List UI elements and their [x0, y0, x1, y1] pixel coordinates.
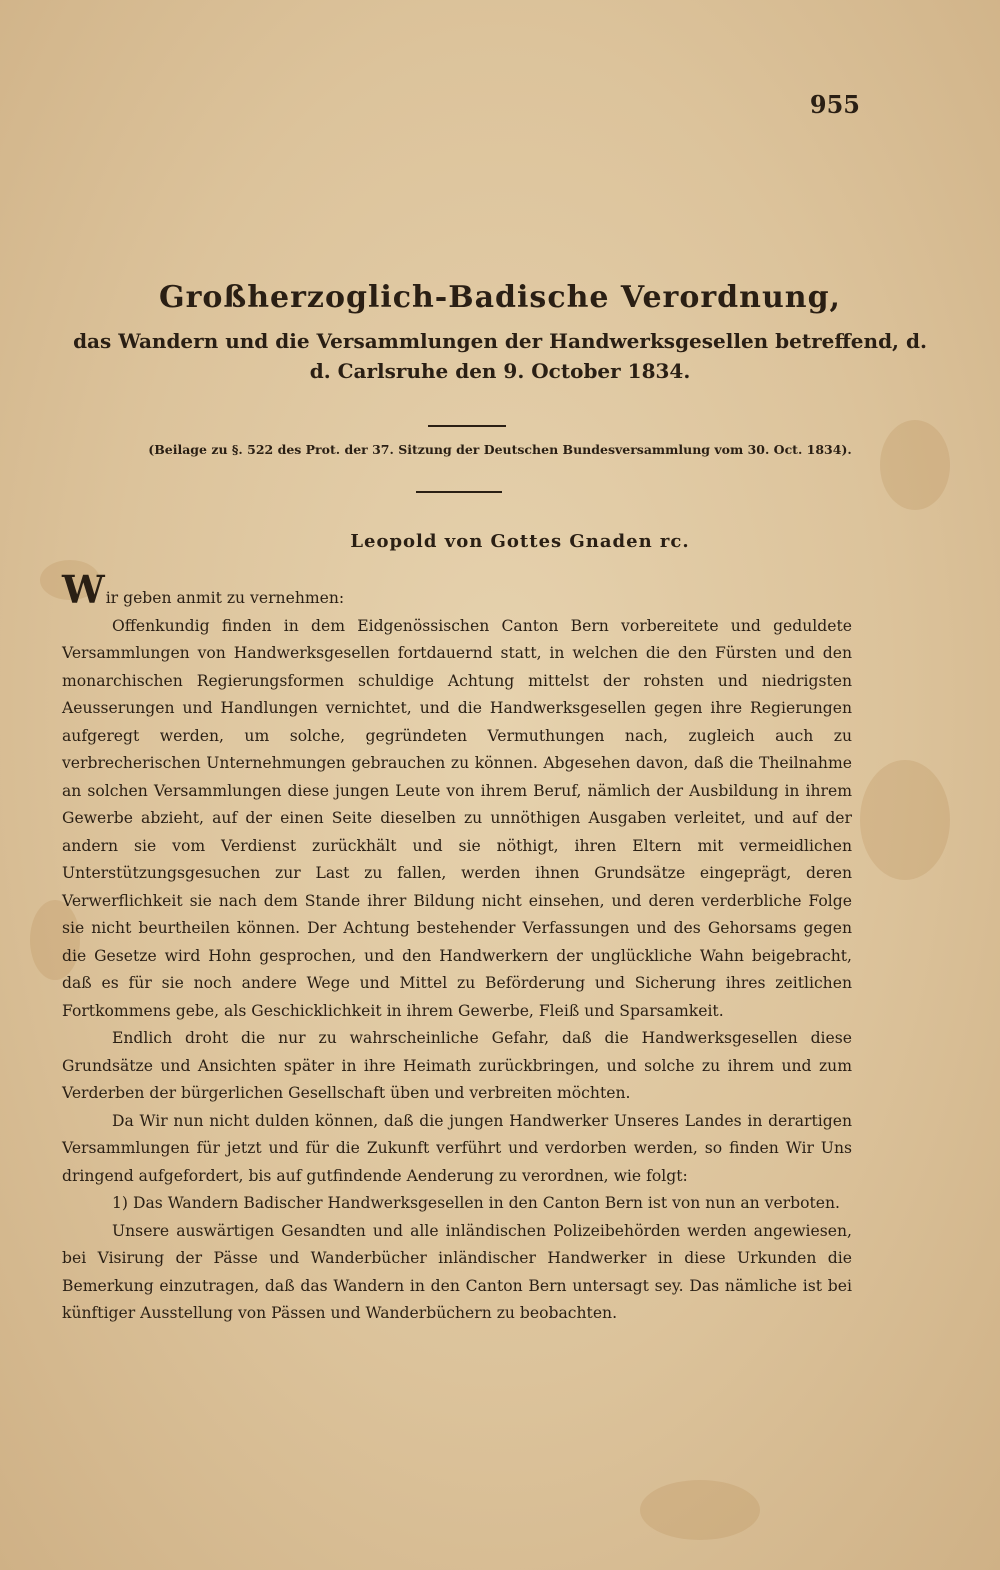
divider-rule: [416, 491, 502, 493]
opening-line: [62, 567, 852, 613]
supplement-note: (Beilage zu §. 522 des Prot. der 37. Sitzung der Deutschen Bundesversammlung vom 30. Oct. 1834).: [148, 442, 852, 457]
paper-stain: [860, 760, 950, 880]
paragraph: 1) Das Wandern Badischer Handwerksgesellen in den Canton Bern ist von nun an verboten.: [112, 1194, 841, 1212]
paragraph: Unsere auswärtigen Gesandten und alle inländischen Polizeibehörden werden angewiesen, bei Visirung der Pässe und Wanderbücher inländischer Handwerker in diese Urkunden die Bemerkung einzutragen, daß das Wandern in den Canton Bern untersagt sey. Das nämliche ist bei künftiger Ausstellung von Pässen und Wanderbüchern zu beobachten.: [62, 1221, 852, 1322]
divider-rule: [428, 425, 506, 427]
drop-cap: W: [62, 567, 105, 612]
document-subtitle: das Wandern und die Versammlungen der Handwerksgesellen betreffend, d. d. Carlsruhe den 9. October 1834.: [73, 329, 927, 383]
paragraph: Offenkundig finden in dem Eidgenössischen Canton Bern vorbereitete und geduldete Versammlungen von Handwerksgesellen fortdauernd statt, in welchen die den Fürsten und den monarchischen Regierungsformen schuldige Achtung mittelst der rohsten und niedrigsten Aeusserungen und Handlungen vernichtet, und die Handwerksgesellen gegen ihre Regierungen aufgeregt werden, um solche, gegründeten Vermuthungen nach, zugleich auch zu verbrecherischen Unternehmungen gebrauchen zu können. Abgesehen davon, daß die Theilnahme an solchen Versammlungen diese jungen Leute von ihrem Beruf, nämlich der Ausbildung in ihrem Gewerbe abzieht, auf der einen Seite dieselben zu unnöthigen Ausgaben verleitet, und auf der andern sie vom Verdienst zurückhält und sie nöthigt, ihren Eltern mit vermeidlichen Unterstützungsgesuchen zur Last zu fallen, werden ihnen Grundsätze eingeprägt, deren Verwerflichkeit sie nach dem Stande ihrer Bildung nicht einsehen, und deren verderbliche Folge sie nicht beurtheilen können. Der Achtung bestehender Verfassungen und des Gehorsams gegen die Gesetze wird Hohn gesprochen, und den Handwerkern der unglückliche Wahn beigebracht, daß es für sie noch andere Wege und Mittel zu Beförderung und Sicherung ihres zeitlichen Fortkommens gebe, als Geschicklichkeit in ihrem Gewerbe, Fleiß und Sparsamkeit.: [62, 616, 852, 1020]
page-number: 955: [809, 90, 860, 119]
document-title: Großherzoglich-Badische Verordnung,: [158, 280, 841, 315]
salutation: Leopold von Gottes Gnaden rc.: [350, 531, 690, 552]
paper-stain: [640, 1480, 760, 1540]
paper-stain: [880, 420, 950, 510]
body-text: [62, 567, 852, 1328]
paragraph: Endlich droht die nur zu wahrscheinliche Gefahr, daß die Handwerksgesellen diese Grundsätze und Ansichten später in ihre Heimath zurückbringen, und solche zu ihrem und zum Verderben der bürgerlichen Gesellschaft üben und verbreiten möchten.: [62, 1029, 852, 1102]
paragraph: Da Wir nun nicht dulden können, daß die jungen Handwerker Unseres Landes in derartigen Versammlungen für jetzt und für die Zukunft verführt und verdorben werden, so finden Wir Uns dringend aufgefordert, bis auf gutfindende Aenderung zu verordnen, wie folgt:: [62, 1111, 852, 1185]
opening-text: ir geben anmit zu vernehmen:: [105, 589, 345, 607]
